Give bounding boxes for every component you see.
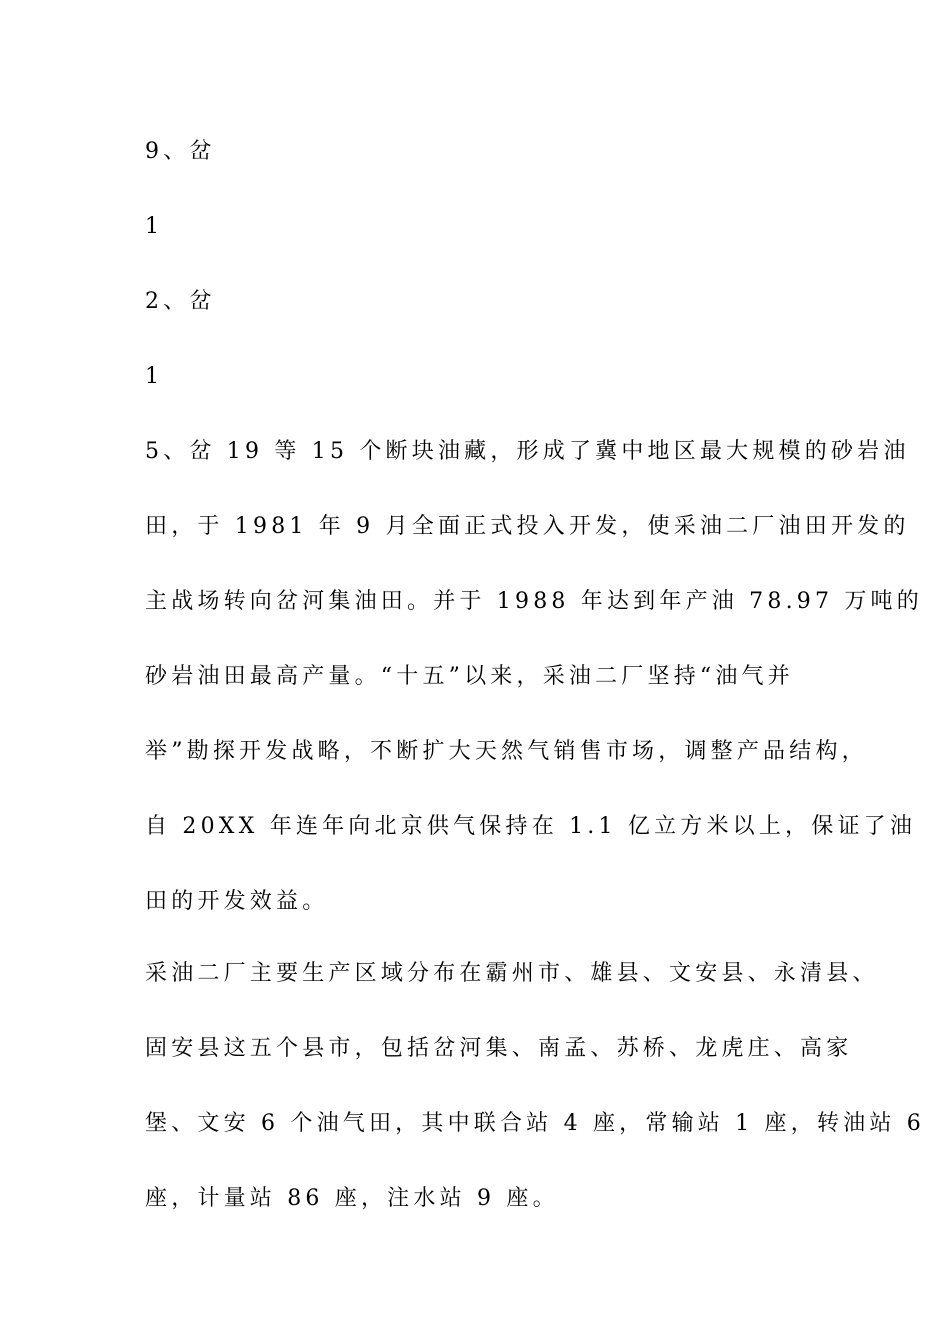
text-line-4: 1 (145, 364, 164, 389)
paragraph-2-line-2: 固安县这五个县市，包括岔河集、南孟、苏桥、龙虎庄、高家 (145, 1036, 853, 1061)
paragraph-1-line-7: 田的开发效益。 (145, 889, 329, 914)
text-line-1: 9、岔 (145, 139, 216, 164)
paragraph-1-line-2: 田，于 1981 年 9 月全面正式投入开发，使采油二厂油田开发的 (145, 514, 910, 539)
paragraph-2-line-3: 堡、文安 6 个油气田，其中联合站 4 座，常输站 1 座，转油站 6 (145, 1111, 925, 1136)
paragraph-2-line-1: 采油二厂主要生产区域分布在霸州市、雄县、文安县、永清县、 (145, 961, 879, 986)
paragraph-2-line-4: 座，计量站 86 座，注水站 9 座。 (145, 1186, 559, 1211)
paragraph-1-line-1: 5、岔 19 等 15 个断块油藏，形成了冀中地区最大规模的砂岩油 (145, 439, 910, 464)
paragraph-1-line-5: 举”勘探开发战略，不断扩大天然气销售市场，调整产品结构， (145, 739, 868, 764)
text-line-3: 2、岔 (145, 289, 216, 314)
paragraph-1-line-3: 主战场转向岔河集油田。并于 1988 年达到年产油 78.97 万吨的 (145, 589, 923, 614)
text-line-2: 1 (145, 214, 164, 239)
paragraph-1-line-4: 砂岩油田最高产量。“十五”以来，采油二厂坚持“油气并 (145, 664, 794, 689)
paragraph-1-line-6: 自 20XX 年连年向北京供气保持在 1.1 亿立方米以上，保证了油 (145, 814, 917, 839)
